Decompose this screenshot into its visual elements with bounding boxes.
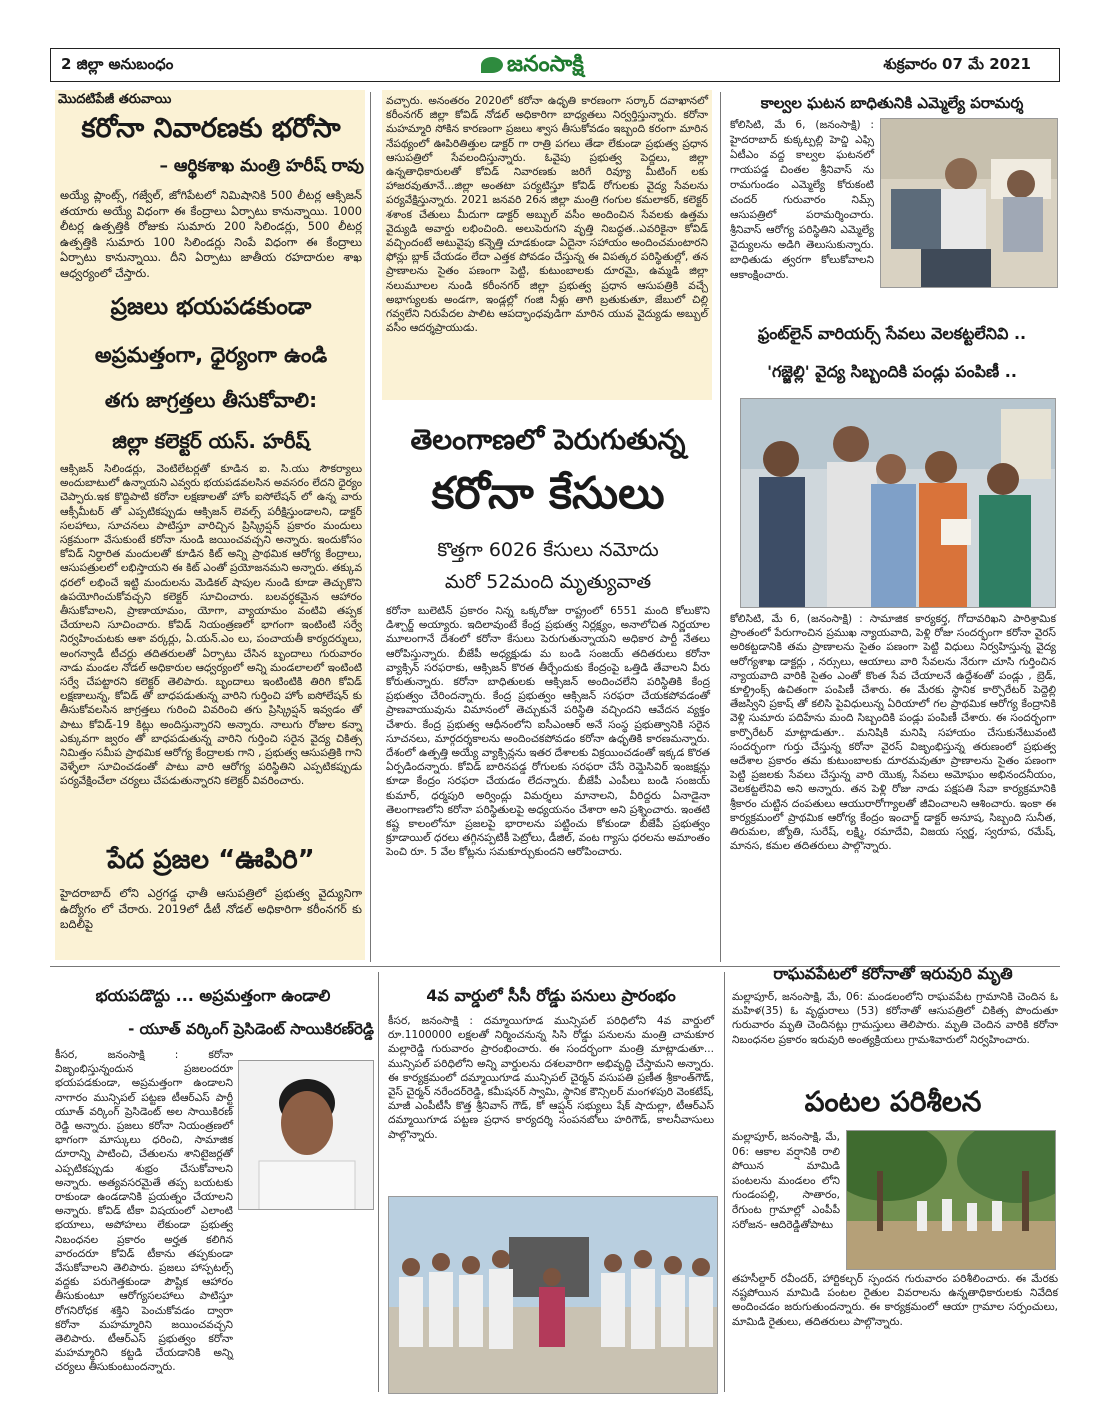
article-subhead-line2: మరో 52మంది మృత్యువాత (444, 571, 652, 593)
article-headline-line1: తెలంగాణలో పెరుగుతున్న (410, 423, 686, 456)
article-subhead-line1: కొత్తగా 6026 కేసులు నమోదు (437, 539, 659, 561)
column-divider (720, 92, 721, 962)
article-body: మల్లాపూర్, జనంసాక్షి, మే, 06: మండలంలోని రాఘవపేట గ్రామానికి చెందిన ఓ మహిళ(35) ఓ వృద్ధురాలు (53) కరోనాతో ఆసుపత్రిలో చికిత్స పొందుతూ గురువారం మృతి చెందినట్లు గ్రామస్తులు తెలిపారు. మృతి చెందిన వారికి కరోనా నిబంధనల ప్రకారం ఇరువురి అంత్యక్రియలు గ్రామశివారులో నిర్వహించారు. (732, 991, 1058, 1046)
article-headline-line2: 'గజ్జెల్లి' వైద్య సిబ్బందికి పండ్లు పంపిణీ .. (767, 362, 1017, 381)
article-body: హైదరాబాద్ లోని ఎర్రగడ్డ ఛాతీ ఆసుపత్రిలో ప్రభుత్వ వైద్యునిగా ఉద్యోగం లో చేరారు. 2019లో డీటీ నోడల్ అధికారిగా కరీంనగర్ కు బదిలీపై (60, 886, 362, 932)
brand-name: జనంసాక్షి (507, 52, 584, 77)
article-headline-line1: ప్రజలు భయపడకుండా (110, 294, 312, 320)
article-kicker: మొదటిపేజీ తరువాయి (58, 92, 172, 107)
mango-field-photo (846, 1130, 1056, 1270)
newspaper-brand (481, 52, 584, 82)
article-headline: పంటల పరిశీలన (804, 1085, 982, 1118)
article-headline: రాఘవపేటలో కరోనాతో ఇరువురి మృతి (773, 964, 1013, 983)
article-headline: పేద ప్రజల “ఊపిరి” (107, 845, 315, 875)
article-body: తహసీల్దార్ రవీందర్, హార్టికల్చర్ స్పందన గురువారం పరిశీలించారు. ఈ మేరకు నష్టపోయిన మామిడి పంటల రైతుల వివరాలను ఉన్నతాధికారులకు నివేదిక అందించడం జరుగుతుందన్నారు. ఈ కార్యక్రమంలో ఆయా గ్రామాల సర్పంచులు, మామిడి రైతులు, తదితరులు పాల్గొన్నారు. (732, 1273, 1058, 1328)
article-headline: కాల్వల ఘటన బాధితునికి ఎమ్మెల్యే పరామర్శ (760, 94, 1024, 112)
article-subhead: – ఆర్థికశాఖ మంత్రి హరీష్ రావు (159, 156, 364, 176)
column-divider (724, 972, 725, 1392)
article-body-lead: మల్లాపూర్, జనంసాక్షి, మే, 06: ఆకాల వర్షానికి రాలి పోయిన మామిడి పంటలను మండలం లోని గుండంపల్లి, సాతారం, రేగుంట గ్రామాల్లో ఎంపీపీ సరోజన- ఆదిరెడ్డితోపాటు (732, 1131, 840, 1231)
article-body: కరోనా బులెటిన్ ప్రకారం నిన్న ఒక్కరోజు రాష్ట్రంలో 6551 మంది కోలుకొని డిశ్చార్జ్ అయ్యారు. ఇదిలావుంటే కేంద్ర ప్రభుత్వ నిర్లక్ష్యం, అనాలోచిత నిర్ణయాల మూలంగానే దేశంలో కరోనా కేసులు పెరుగుతున్నాయని అధికార పార్టీ నేతలు ఆరోపిస్తున్నారు. బీజేపీ అధ్యక్షుడు మ బండి సంజయ్ తదితరులు కరోనా వ్యాక్సిన్ సరఫరాకు, ఆక్సిజన్ కొరత తీర్చేందుకు కేంద్రంపై ఒత్తిడి తేవాలని వీరు కోరుతున్నారు. కరోనా బాధితులకు ఆక్సిజన్ అందించలేని పరిస్థితికి కేంద్ర ప్రభుత్వం చేరిందన్నారు. కేంద్ర ప్రభుత్వం ఆక్సిజన్ సరఫరా చేయకపోవడంతో ప్రాణవాయువును విమానంలో తెచ్చుకునే పరిస్థితి వచ్చిందని ఆవేదన వ్యక్తం చేశారు. కేంద్ర ప్రభుత్వ ఆధీనంలోని ఐసీఎంఆర్ అనే సంస్థ ప్రభుత్వానికి సరైన సూచనలు, మార్గదర్శకాలను అందించకపోవడం కరోనా ఉధృతికి కారణమన్నారు. దేశంలో ఉత్పత్తి అయ్యే వ్యాక్సిన్లను ఇతర దేశాలకు విక్రయించడంతో ఇక్కడ కొరత ఏర్పడిందన్నారు. కోవిడ్ బారినపడ్డ రోగులకు సరఫరా చేసే రెమ్డెసివిర్ ఇంజక్షన్లు కూడా కేంద్రం సరఫరా చేయడం లేదన్నారు. బీజేపీ ఎంపీలు బండి సంజయ్ కుమార్, ధర్మపురి అర్వింద్లు విమర్శలు మానాలని, వీరిద్దరు ఏనాడైనా తెలంగాణలోని కరోనా పరిస్థితులపై అధ్యయనం చేశారా అని ప్రశ్నించారు. ఇంతటి కష్ట కాలంలోనూ ప్రజలపై భారాలను పట్టించు కోకుండా బీజేపీ ప్రభుత్వం క్రూడాయిల్ ధరలు తగ్గినప్పటికీ పెట్రోలు, డీజిల్, వంట గ్యాసు ధరలను అమాంతం పెంచి రూ. 5 వేల కోట్లను సమకూర్చుకుందని ఆరోపించారు. (386, 605, 710, 859)
article-body: కీసర, జనంసాక్షి : కరోనా విజృంభిస్తున్నందున ప్రజలందరూ భయపడకుండా, అప్రమత్తంగా ఉండాలని నాగారం మున్సిపల్ పట్టణ టీఆర్ఎస్ పార్టీ యూత్ వర్కింగ్ ప్రెసిడెంట్ అల సాయికిరణ్ రెడ్డి అన్నారు. ప్రజలు కరోనా నియంత్రణలో భాగంగా మాస్కులు ధరించి, సామాజిక దూరాన్ని పాటించి, చేతులను శానిటైజర్లతో ఎప్పటికప్పుడు శుభ్రం చేసుకోవాలని అన్నారు. అత్యవసరమైతే తప్ప బయటకు రాకుండా ఉండడానికి ప్రయత్నం చేయాలని అన్నారు. కోవిడ్ టీకా విషయంలో ఎలాంటి భయాలు, అపోహలు లేకుండా ప్రభుత్వ నిబంధనల ప్రకారం అర్హత కలిగిన వారందరూ కోవిడ్ టీకాను తప్పకుండా వేసుకోవాలని తెలిపారు. ప్రజలు హాస్పటల్స్ వద్దకు పరుగెత్తకుండా పౌష్టిక ఆహారం తీసుకుంటూ ఆరోగ్యసలహాలు పాటిస్తూ రోగనిరోధక శక్తిని పెంచుకోవడం ద్వారా కరోనా మహమ్మారిని జయించవచ్చని తెలిపారు. టీఆర్ఎస్ ప్రభుత్వం కరోనా మహమ్మారిని కట్టడి చేయడానికి అన్ని చర్యలు తీసుకుంటుందన్నారు. (55, 1049, 233, 1374)
page-section: 2 జిల్లా అనుబంధం (61, 55, 174, 73)
article-headline-line2: కరోనా కేసులు (431, 468, 665, 519)
portrait-photo (238, 1060, 374, 1210)
fruit-distribution-photo (740, 398, 1056, 608)
column-divider (370, 92, 371, 962)
article-headline: కరోనా నివారణకు భరోసా (81, 113, 341, 144)
hospital-visit-photo (880, 118, 1058, 288)
article-body: అయ్యే ప్లాంట్స్, గజ్వేల్, జోగిపేటలో నిమిషానికి 500 లీటర్ల ఆక్సిజన్ తయారు అయ్యే విధంగా ఈ కేంద్రాలు ఏర్పాటు కానున్నాయి. 1000 లీటర్ల ఉత్పత్తికి రోజుకు సుమారు 200 సిలిండర్లు, 500 లీటర్ల ఉత్పత్తికి సుమారు 100 సిలిండర్లు నింపే విధంగా ఈ కేంద్రాలు ఏర్పాటు కానున్నాయి. దీని ఏర్పాటు జాతీయ రహదారుల శాఖ ఆధ్వర్యంలో చేస్తారు. (60, 188, 362, 280)
article-subhead: జిల్లా కలెక్టర్ యస్. హరీష్ (112, 429, 310, 453)
article-body: ఆక్సిజన్ సిలిండర్లు, వెంటిలేటర్లతో కూడిన ఐ. సి.యు సౌకర్యాలు అందుబాటులో ఉన్నాయని ఎవ్వరు భయపడవలసిన అవసరం లేదని ధైర్యం చెప్పారు.ఇక కొద్దిపాటి కరోనా లక్షణాలతో హోం ఐసోలేషన్ లో ఉన్న వారు ఆక్సీమీటర్ తో ఎప్పటికప్పుడు ఆక్సిజన్ లెవల్స్ పరీక్షిస్తుండాలని, డాక్టర్ సలహాలు, సూచనలు పాటిస్తూ వారిచ్చిన ప్రిస్క్రిప్షన్ ప్రకారం మందులు సక్రమంగా వేసుకుంటే కరోనా నుండి జయించవచ్చని అన్నారు. ఇందుకోసం కోవిడ్ నిర్ధారిత మందులతో కూడిన కిట్ అన్ని ప్రాథమిక ఆరోగ్య కేంద్రాలు, ఆసుపత్రులలో లభిస్తాయని ఈ కిట్ ఎంతో ప్రయోజనమని అన్నారు. తక్కువ ధరలో లభించే ఇట్టి మందులను మెడికల్ షాపుల నుండి కూడా తెచ్చుకొని ఉపయోగించుకోవచ్చని కలెక్టర్ సూచించారు. బలవర్ధకమైన ఆహారం తీసుకోవాలని, ప్రాణాయామం, యోగా, వ్యాయామం వంటివి తప్పక చేయాలని సూచించారు. కోవిడ్ నియంత్రణలో భాగంగా ఇంటింటి సర్వే నిర్వహించుటకు ఆశా వర్కర్లు, ఏ.యన్.ఎం లు, పంచాయతీ కార్యదర్శులు, అంగన్వాడీ టీచర్లు తదితరులతో ఏర్పాటు చేసిన బృందాలు గురువారం నాడు మండల నోడల్ అధికారుల ఆధ్వర్యంలో అన్ని మండలాలలో ఇంటింటి సర్వే చేపట్టారని కలెక్టర్ తెలిపారు. బృందాలు ఇంటింటికి తిరిగి కోవిడ్ లక్షణాలున్న, కోవిడ్ తో బాధపడుతున్న వారిని గుర్తించి హోం ఐసోలేషన్ కు తీసుకోవలసిన జాగ్రత్తలు గురించి వివరించి తగు ప్రిస్క్రిప్షన్ ఇవ్వడం తో పాటు కోవిడ్-19 కిట్లు అందిస్తున్నారని అన్నారు. నాలుగు రోజుల కన్నా ఎక్కువగా జ్వరం తో బాధపడుతున్న వారిని గుర్తించి సరైన వైద్య చికిత్స నిమిత్తం సమీప ప్రాథమిక ఆరోగ్య కేంద్రాలకు గాని , ప్రభుత్వ ఆసుపత్రికి గాని వెళ్ళేలా సూచించడంతో పాటు వారి ఆరోగ్య పరిస్థితిని ఎప్పటికప్పుడు పర్యవేక్షించేలా చర్యలు చేపడుతున్నారని కలెక్టర్ వివరించారు. (60, 463, 362, 788)
article-headline: భయపడొద్దు ... అప్రమత్తంగా ఉండాలి (95, 986, 331, 1005)
road-works-photo (388, 1196, 718, 1394)
article-headline-line3: తగు జాగ్రత్తలు తీసుకోవాలి: (104, 388, 318, 412)
column-divider (378, 972, 379, 1392)
article-body: కోలిసిటి, మే 6, (జనంసాక్షి) : హైదరాబాద్ కుక్కట్పల్లి హెచ్డి ఎఫ్సి ఏటీఎం వద్ద కాల్వల ఘటనలో గాయపడ్డ చింతల శ్రీనివాస్ ను రామగుండం ఎమ్మెల్యే కోరుకంటి చందర్ గురువారం నిమ్స్ ఆసుపత్రిలో పరామర్శించారు. శ్రీనివాస్ ఆరోగ్య పరిస్థితిని ఎమ్మెల్యే వైద్యులను అడిగి తెలుసుకున్నారు. బాధితుడు త్వరగా కోలుకోవాలని ఆకాంక్షించారు. (730, 119, 874, 281)
article-body: కీసర, జనంసాక్షి : దమ్మాయిగూడ మున్సిపల్ పరిధిలోని 4వ వార్డులో రూ.1100000 లక్షలతో నిర్మించనున్న సిసి రోడ్డు పనులను మంత్రి చామకూర మల్లారెడ్డి గురువారం ప్రారంభించారు. ఈ సందర్భంగా మంత్రి మాట్లాడుతూ... మున్సిపల్ పరిధిలోని అన్ని వార్డులను దశలవారిగా అభివృద్ధి చేస్తామని అన్నారు. ఈ కార్యక్రమంలో దమ్మాయిగూడ మున్సిపల్ చైర్మన్ వసుపతి ప్రణీత శ్రీకాంత్‌గౌడ్, వైస్ చైర్మన్ నరేందర్‌రెడ్డి, కమీషనర్ స్వామి, స్థానిక కౌన్సిలర్ మంగళపురి వెంకటేష్, మాజీ ఎంపీటీసీ కొత్త శ్రీనివాస్ గౌడ్, కో ఆప్షన్ సభ్యులు షేక్ షాదుల్లా, టీఆర్ఎస్ దమ్మాయిగూడ పట్టణ ప్రధాన కార్యదర్శి సంపనబోలు హరిగౌడ్, కాలనీవాసులు పాల్గొన్నారు. (388, 1015, 714, 1141)
article-subhead: - యూత్ వర్కింగ్ ప్రెసిడెంట్ సాయికిరణ్‌రెడ్డి (128, 1020, 374, 1038)
masthead (50, 48, 1060, 82)
article-headline-line1: ఫ్రంట్‌లైన్ వారియర్స్ సేవలు వెలకట్టలేనివి .. (757, 324, 1027, 343)
article-body: కోలిసిటి, మే 6, (జనంసాక్షి) : సామాజిక కార్యకర్త, గోదావరిఖని పారిశ్రామిక ప్రాంతంలో పేరుగాంచిన ప్రముఖ న్యాయవాది, పెళ్లి రోజు సందర్భంగా కరోనా వైరస్ అరికట్టడానికి తమ ప్రాణాలను సైతం పణంగా పెట్టి విధులు నిర్వహిస్తున్న వైద్య ఆరోగ్యశాఖ డాక్టర్లు , నర్సులు, ఆయాలు వారి సేవలను నేరుగా చూసి గుర్తించిన న్యాయవాది వారికి సైతం ఎంతో కొంత సేవ చేయాలనే ఉద్దేశంతో పండ్లు , బ్రెడ్, కూల్డ్రింక్స్ ఉచితంగా పంపిణీ చేశారు. ఈ మేరకు స్థానిక కార్పొరేటర్ పెద్దెల్లి తేజస్విని ప్రకాష్ తో కలిసి పైవిధులున్న ఏరియాలో గల ప్రాథమిక ఆరోగ్య కేంద్రానికి వెళ్లి సుమారు పదిహేను మంది సిబ్బందికి పండ్లు పంపిణీ చేశారు. ఈ సందర్భంగా కార్పొరేటర్ మాట్లాడుతూ.. మనిషికి మనిషి సహాయం చేసుకునేటువంటి సందర్భంగా గుర్తు చేస్తున్న కరోనా వైరస్ విజృంభిస్తున్న తరుణంలో ప్రభుత్వ ఆదేశాల ప్రకారం తమ కుటుంబాలకు దూరమవుతూ ప్రాణాలను సైతం పణంగా పెట్టి ప్రజలకు సేవలు చేస్తున్న వారి యొక్క సేవలు అమోఘం అభినందనీయం, వెలకట్టలేనివి అని అన్నారు. తన పెళ్లి రోజు నాడు పక్షపతి సేవా కార్యక్రమానికి శ్రీకారం చుట్టిన దంపతులు ఆయురారోగ్యాలతో జీవించాలని ఆశించారు. ఇంకా ఈ కార్యక్రమంలో ప్రాథమిక ఆరోగ్య కేంద్రం ఇంచార్జ్ డాక్టర్ అనూష, సిబ్బంది సునీత, తిరుమల, జ్యోతి, సురేష్, లక్ష్మి, రమాదేవి, విజయ స్వర్ణ, స్వరూప, రమేష్, మానస, కమల తదితరులు పాల్గొన్నారు. (730, 613, 1056, 853)
article-headline: 4వ వార్డులో సీసీ రోడ్డు పనులు ప్రారంభం (426, 986, 676, 1005)
article-headline-line2: అప్రమత్తంగా, ధైర్యంగా ఉండి (94, 343, 328, 367)
publication-date: శుక్రవారం 07 మే 2021 (883, 55, 1031, 73)
leaf-logo-icon (481, 57, 503, 73)
article-body: వచ్చారు. అనంతరం 2020లో కరోనా ఉధృతి కారణంగా సర్కార్ దవాఖానలో కరీంనగర్ జిల్లా కోవిడ్ నోడల్ అధికారిగా బాధ్యతలు నిర్వర్తిస్తున్నారు. కరోనా మహమ్మారి సోకిన కారణంగా ప్రజలు శ్వాస తీసుకోవడం ఇబ్బంది కరంగా మారిన నేపథ్యంలో ఊపిరితిత్తుల డాక్టర్ గా రాత్రి పగలు తేడా లేకుండా ప్రభుత్వ ప్రధాన ఆసుపత్రిలో సేవలందిస్తున్నారు. ఓవైపు ప్రభుత్వ పెద్దలు, జిల్లా ఉన్నతాధికారులతో కోవిడ్ నివారణకు జరిగే రివ్యూ మీటింగ్ లకు హాజరవుతూనే...జిల్లా అంతటా పర్యటిస్తూ కోవిడ్ రోగులకు వైద్య సేవలను పర్యవేక్షిస్తున్నారు. 2021 జనవరి 26న జిల్లా మంత్రి గంగుల కమలాకర్, కలెక్టర్ శశాంక చేతులు మీదుగా డాక్టర్ అబ్బుల్ వసీం అందించిన సేవలకు ఉత్తమ వైద్యుడి అవార్డు లభించింది. అలుపెరుగని వృత్తి నిబద్ధత..ఎవరికైనా కోవిడ్ వచ్చిందంటే అటువైపు కన్నెత్తి చూడకుండా ఏదైనా సహాయం అందించమంటారని ఫోన్లు బ్లాక్ చేయడం లేదా ఎత్తక పోవడం చేస్తున్న ఈ విపత్కర పరిస్థితుల్లో, తన ప్రాణాలను సైతం పణంగా పెట్టి, కుటుంబాలకు దూరమై, ఉమ్మడి జిల్లా నలుమూలల నుండి కరీంనగర్ జిల్లా ప్రభుత్వ ప్రధాన ఆసుపత్రికి వచ్చే అభాగ్యులకు అండగా, ఇండ్లల్లో గంజి నీళ్లు తాగి బ్రతుకుతూ, జేబులో చిల్లి గవ్వలేని నిరుపేదల పాలిట ఆపద్భాంధవుడిగా మారిన యువ వైద్యుడు అబ్బుల్ వసీం ఆదర్శప్రాయుడు. (386, 95, 708, 335)
